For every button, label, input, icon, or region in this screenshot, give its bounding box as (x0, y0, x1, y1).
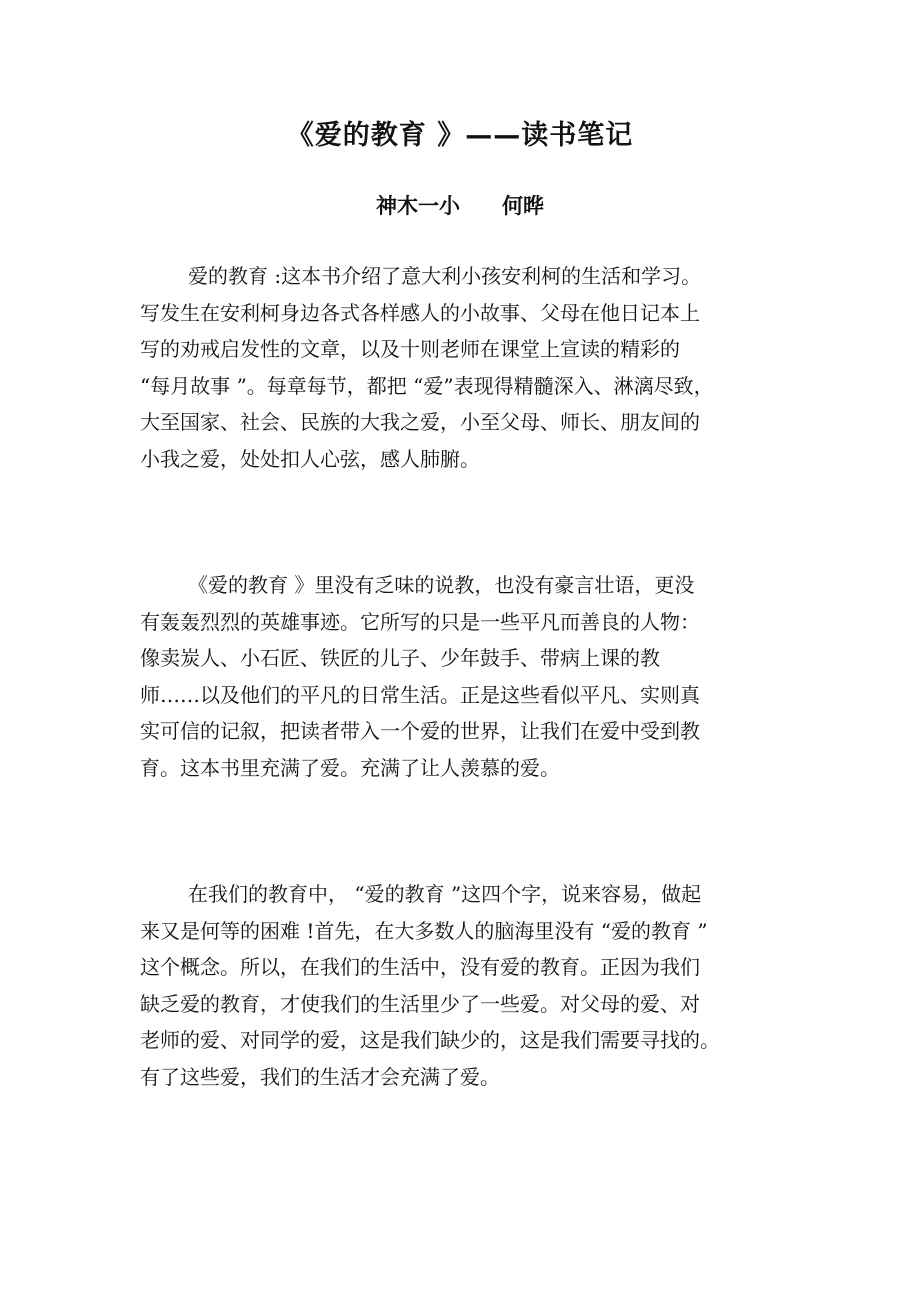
paragraph-line: 写发生在安利柯身边各式各样感人的小故事、父母在他日记本上 (140, 300, 700, 325)
paragraph-line: 有了这些爱，我们的生活才会充满了爱。 (140, 1064, 500, 1089)
paragraph-line: 师……以及他们的平凡的日常生活。正是这些看似平凡、实则真 (140, 682, 700, 707)
paragraph-line: 爱的教育 :这本书介绍了意大利小孩安利柯的生活和学习。 (188, 264, 702, 288)
paragraph-line: 来又是何等的困难 !首先，在大多数人的脑海里没有 “爱的教育 ” (140, 918, 708, 943)
paragraph-line: 像卖炭人、小石匠、铁匠的儿子、少年鼓手、带病上课的教 (140, 646, 660, 671)
paragraph-line: “每月故事 ”。每章每节，都把 “爱”表现得精髓深入、淋漓尽致， (140, 373, 714, 398)
paragraph-line: 实可信的记叙，把读者带入一个爱的世界，让我们在爱中受到教 (140, 719, 700, 744)
author-name: 何晔 (502, 194, 544, 218)
paragraph-2 (140, 567, 790, 787)
paragraph-line: 写的劝戒启发性的文章，以及十则老师在课堂上宣读的精彩的 (140, 337, 680, 362)
paragraph-line: 老师的爱、对同学的爱，这是我们缺少的，这是我们需要寻找的。 (140, 1028, 720, 1053)
paragraph-line: 大至国家、社会、民族的大我之爱，小至父母、师长、朋友间的 (140, 410, 700, 435)
paragraph-line: 小我之爱，处处扣人心弦，感人肺腑。 (140, 446, 480, 471)
paragraph-line: 在我们的教育中， “爱的教育 ”这四个字，说来容易，做起 (188, 882, 702, 906)
paragraph-line: 这个概念。所以，在我们的生活中，没有爱的教育。正因为我们 (140, 955, 700, 980)
paragraph-line: 育。这本书里充满了爱。充满了让人羡慕的爱。 (140, 755, 560, 780)
paragraph-line: 《爱的教育 》里没有乏味的说教，也没有豪言壮语，更没 (188, 573, 695, 597)
author-line (0, 190, 920, 222)
paragraph-1 (140, 258, 790, 478)
paragraph-line: 缺乏爱的教育，才使我们的生活里少了一些爱。对父母的爱、对 (140, 991, 700, 1016)
paragraph-line: 有轰轰烈烈的英雄事迹。它所写的只是一些平凡而善良的人物： (140, 609, 700, 634)
document-title: 《爱的教育 》——读书笔记 (286, 120, 634, 151)
author-school: 神木一小 (376, 194, 460, 218)
paragraph-3 (140, 876, 790, 1096)
